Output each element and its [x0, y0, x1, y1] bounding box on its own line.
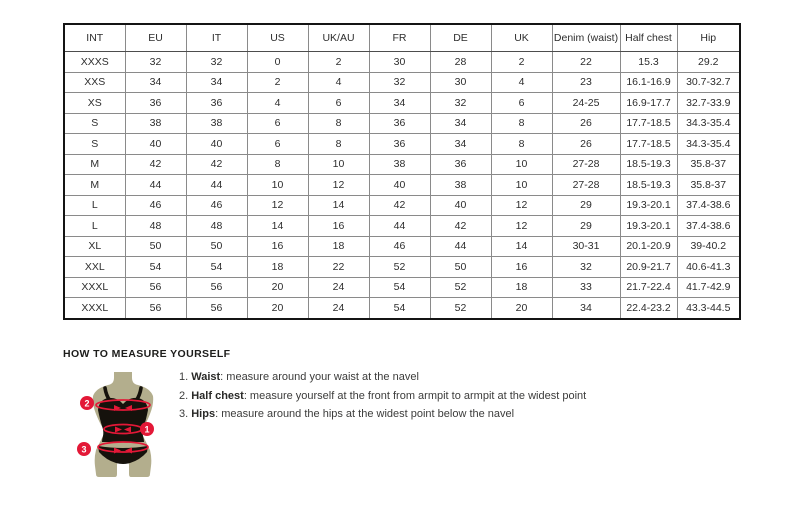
- size-cell: 50: [430, 257, 491, 278]
- size-cell: 48: [186, 216, 247, 237]
- measure-guide-body: [63, 368, 623, 508]
- size-cell: 34: [552, 298, 620, 319]
- size-cell: 2: [308, 52, 369, 73]
- size-row: [64, 52, 740, 73]
- size-cell: 37.4-38.6: [677, 216, 740, 237]
- size-cell: 40.6-41.3: [677, 257, 740, 278]
- size-cell: S: [64, 134, 125, 155]
- size-cell: 34.3-35.4: [677, 113, 740, 134]
- column-header: UK/AU: [308, 24, 369, 52]
- size-cell: XXS: [64, 72, 125, 93]
- size-cell: 28: [430, 52, 491, 73]
- size-cell: M: [64, 154, 125, 175]
- size-cell: XXL: [64, 257, 125, 278]
- column-header: UK: [491, 24, 552, 52]
- size-cell: 17.7-18.5: [620, 134, 677, 155]
- size-cell: 40: [125, 134, 186, 155]
- size-table: [63, 23, 741, 320]
- size-cell: 32: [369, 72, 430, 93]
- size-cell: 20.1-20.9: [620, 236, 677, 257]
- size-cell: 10: [491, 175, 552, 196]
- size-cell: 41.7-42.9: [677, 277, 740, 298]
- size-cell: 14: [247, 216, 308, 237]
- size-cell: 34: [369, 93, 430, 114]
- size-cell: 29.2: [677, 52, 740, 73]
- measure-guide: [63, 348, 623, 508]
- size-cell: 22: [552, 52, 620, 73]
- size-cell: 40: [186, 134, 247, 155]
- size-cell: 27-28: [552, 175, 620, 196]
- size-cell: 16.1-16.9: [620, 72, 677, 93]
- size-cell: 54: [186, 257, 247, 278]
- size-cell: 30: [369, 52, 430, 73]
- column-header: FR: [369, 24, 430, 52]
- size-cell: 44: [186, 175, 247, 196]
- size-cell: 12: [247, 195, 308, 216]
- size-cell: 24: [308, 277, 369, 298]
- size-cell: 34: [186, 72, 247, 93]
- size-cell: 34: [125, 72, 186, 93]
- column-header: EU: [125, 24, 186, 52]
- size-cell: 46: [186, 195, 247, 216]
- step-term: Hips: [191, 408, 216, 420]
- size-cell: 15.3: [620, 52, 677, 73]
- size-cell: 34.3-35.4: [677, 134, 740, 155]
- step-number: 3.: [179, 408, 192, 420]
- size-cell: 27-28: [552, 154, 620, 175]
- size-cell: 54: [369, 277, 430, 298]
- measurement-mannequin-illustration: [75, 368, 171, 503]
- size-cell: 26: [552, 113, 620, 134]
- step-number: 1.: [179, 371, 192, 383]
- size-row: [64, 195, 740, 216]
- size-cell: 18: [308, 236, 369, 257]
- size-cell: 52: [430, 277, 491, 298]
- size-cell: 36: [186, 93, 247, 114]
- column-header: Half chest: [620, 24, 677, 52]
- size-cell: 23: [552, 72, 620, 93]
- size-row: [64, 134, 740, 155]
- size-cell: 4: [491, 72, 552, 93]
- measure-step: [179, 408, 586, 420]
- size-cell: 40: [430, 195, 491, 216]
- size-cell: 52: [430, 298, 491, 319]
- size-row: [64, 113, 740, 134]
- size-cell: 8: [308, 134, 369, 155]
- size-cell: 26: [552, 134, 620, 155]
- size-row: [64, 154, 740, 175]
- size-cell: 52: [369, 257, 430, 278]
- hips-badge: [77, 442, 91, 456]
- measure-step: [179, 371, 586, 383]
- size-cell: XL: [64, 236, 125, 257]
- size-cell: 37.4-38.6: [677, 195, 740, 216]
- size-cell: 50: [125, 236, 186, 257]
- chest-badge: [80, 396, 94, 410]
- size-cell: 40: [369, 175, 430, 196]
- size-cell: 6: [308, 93, 369, 114]
- size-cell: 29: [552, 216, 620, 237]
- size-cell: 36: [369, 134, 430, 155]
- size-cell: 10: [247, 175, 308, 196]
- size-cell: 42: [430, 216, 491, 237]
- column-header: Denim (waist): [552, 24, 620, 52]
- size-cell: 10: [308, 154, 369, 175]
- size-cell: 20: [247, 277, 308, 298]
- size-cell: 19.3-20.1: [620, 216, 677, 237]
- step-term: Half chest: [191, 389, 244, 402]
- size-cell: 18.5-19.3: [620, 154, 677, 175]
- size-cell: 34: [430, 134, 491, 155]
- size-cell: 16: [247, 236, 308, 257]
- size-row: [64, 236, 740, 257]
- column-header: DE: [430, 24, 491, 52]
- size-cell: 18: [247, 257, 308, 278]
- size-cell: 36: [125, 93, 186, 114]
- size-cell: 6: [247, 134, 308, 155]
- size-row: [64, 277, 740, 298]
- size-cell: XXXL: [64, 298, 125, 319]
- step-text: : measure yourself at the front from armpit to armpit at the widest point: [243, 389, 587, 402]
- step-term: Waist: [191, 371, 221, 383]
- size-cell: 30: [430, 72, 491, 93]
- size-cell: 8: [491, 134, 552, 155]
- size-cell: 38: [430, 175, 491, 196]
- size-table-header-row: [64, 24, 740, 52]
- hips-badge-number: 3: [81, 444, 87, 455]
- size-row: [64, 93, 740, 114]
- swimsuit-top: [98, 398, 148, 442]
- chest-badge-number: 2: [84, 398, 90, 409]
- size-cell: S: [64, 113, 125, 134]
- size-cell: 46: [369, 236, 430, 257]
- size-cell: 22.4-23.2: [620, 298, 677, 319]
- size-table-head: [64, 24, 740, 52]
- size-cell: 38: [125, 113, 186, 134]
- size-cell: 44: [369, 216, 430, 237]
- size-cell: 18: [491, 277, 552, 298]
- size-cell: M: [64, 175, 125, 196]
- size-cell: 39-40.2: [677, 236, 740, 257]
- column-header: IT: [186, 24, 247, 52]
- step-text: : measure around the hips at the widest point below the navel: [215, 408, 515, 420]
- size-cell: 12: [491, 216, 552, 237]
- size-cell: 4: [247, 93, 308, 114]
- size-cell: 48: [125, 216, 186, 237]
- size-cell: 24: [308, 298, 369, 319]
- size-cell: 56: [186, 277, 247, 298]
- size-cell: 54: [369, 298, 430, 319]
- size-cell: 33: [552, 277, 620, 298]
- size-cell: 19.3-20.1: [620, 195, 677, 216]
- size-cell: 36: [430, 154, 491, 175]
- step-text: : measure around your waist at the navel: [220, 371, 419, 383]
- size-cell: 32: [125, 52, 186, 73]
- size-cell: 8: [491, 113, 552, 134]
- size-cell: 54: [125, 257, 186, 278]
- size-cell: 18.5-19.3: [620, 175, 677, 196]
- size-cell: L: [64, 195, 125, 216]
- size-cell: 56: [186, 298, 247, 319]
- size-cell: XXXL: [64, 277, 125, 298]
- size-cell: 4: [308, 72, 369, 93]
- size-row: [64, 72, 740, 93]
- size-cell: 42: [369, 195, 430, 216]
- size-cell: XS: [64, 93, 125, 114]
- size-cell: 8: [247, 154, 308, 175]
- size-cell: 35.8-37: [677, 154, 740, 175]
- size-cell: 32.7-33.9: [677, 93, 740, 114]
- column-header: US: [247, 24, 308, 52]
- size-cell: 14: [491, 236, 552, 257]
- size-cell: 12: [491, 195, 552, 216]
- size-cell: 34: [430, 113, 491, 134]
- measure-step: [179, 390, 586, 402]
- size-cell: 24-25: [552, 93, 620, 114]
- size-cell: 20.9-21.7: [620, 257, 677, 278]
- size-cell: 20: [247, 298, 308, 319]
- size-cell: 20: [491, 298, 552, 319]
- size-cell: 35.8-37: [677, 175, 740, 196]
- size-row: [64, 257, 740, 278]
- step-number: 2.: [179, 389, 192, 402]
- size-cell: 10: [491, 154, 552, 175]
- size-cell: 16: [308, 216, 369, 237]
- size-row: [64, 175, 740, 196]
- size-cell: 44: [125, 175, 186, 196]
- size-cell: XXXS: [64, 52, 125, 73]
- waist-badge-number: 1: [144, 424, 150, 435]
- size-cell: 17.7-18.5: [620, 113, 677, 134]
- size-cell: 0: [247, 52, 308, 73]
- size-row: [64, 216, 740, 237]
- size-cell: 32: [552, 257, 620, 278]
- size-cell: 44: [430, 236, 491, 257]
- size-cell: 2: [247, 72, 308, 93]
- size-table-body: [64, 52, 740, 319]
- size-cell: 56: [125, 298, 186, 319]
- size-cell: 32: [186, 52, 247, 73]
- size-cell: 16: [491, 257, 552, 278]
- size-cell: 29: [552, 195, 620, 216]
- size-cell: 56: [125, 277, 186, 298]
- size-cell: 30-31: [552, 236, 620, 257]
- mannequin-figure: [75, 368, 171, 508]
- size-cell: 50: [186, 236, 247, 257]
- size-cell: 22: [308, 257, 369, 278]
- size-cell: 43.3-44.5: [677, 298, 740, 319]
- size-cell: 38: [369, 154, 430, 175]
- column-header: Hip: [677, 24, 740, 52]
- size-cell: 8: [308, 113, 369, 134]
- size-cell: 12: [308, 175, 369, 196]
- size-cell: 32: [430, 93, 491, 114]
- size-cell: 46: [125, 195, 186, 216]
- column-header: INT: [64, 24, 125, 52]
- size-cell: L: [64, 216, 125, 237]
- measure-guide-title: HOW TO MEASURE YOURSELF: [63, 348, 231, 360]
- size-cell: 42: [125, 154, 186, 175]
- size-cell: 16.9-17.7: [620, 93, 677, 114]
- size-cell: 21.7-22.4: [620, 277, 677, 298]
- size-cell: 30.7-32.7: [677, 72, 740, 93]
- size-cell: 14: [308, 195, 369, 216]
- size-cell: 6: [247, 113, 308, 134]
- waist-badge: [140, 422, 154, 436]
- size-cell: 38: [186, 113, 247, 134]
- size-cell: 36: [369, 113, 430, 134]
- size-cell: 2: [491, 52, 552, 73]
- size-row: [64, 298, 740, 319]
- measure-steps: [179, 371, 586, 427]
- size-cell: 6: [491, 93, 552, 114]
- size-cell: 42: [186, 154, 247, 175]
